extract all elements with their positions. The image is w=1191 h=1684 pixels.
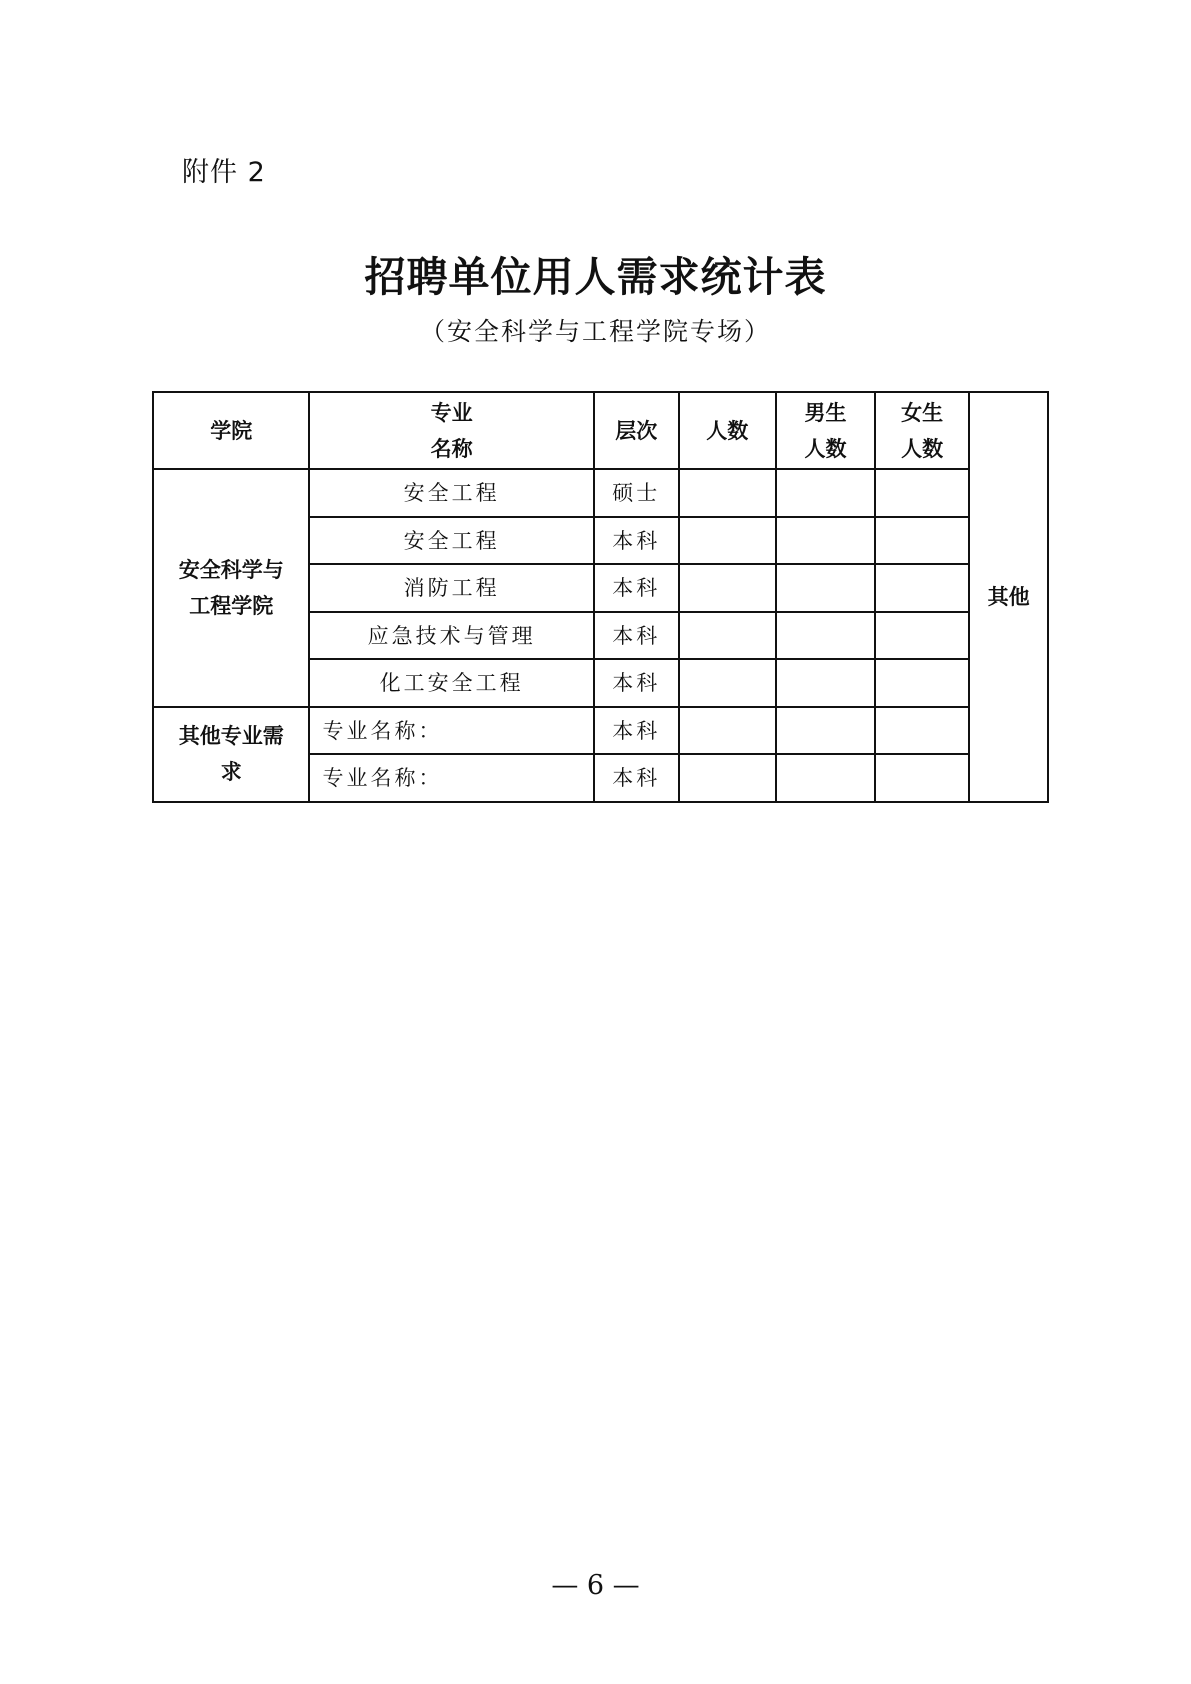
page-title: 招聘单位用人需求统计表 bbox=[364, 253, 827, 301]
table-row bbox=[153, 707, 1048, 755]
major-name-field[interactable]: 专业名称： bbox=[309, 754, 593, 802]
page-subtitle: （安全科学与工程学院专场） bbox=[419, 317, 771, 346]
other-majors-line1: 其他专业需 bbox=[178, 724, 284, 749]
other-column-cell: 其他 bbox=[969, 392, 1048, 802]
table-row bbox=[153, 469, 1048, 517]
level-cell: 本科 bbox=[594, 659, 679, 707]
count-input-cell[interactable] bbox=[679, 564, 776, 612]
header-male-line2: 人数 bbox=[804, 436, 847, 461]
female-count-input-cell[interactable] bbox=[875, 754, 969, 802]
count-input-cell[interactable] bbox=[679, 659, 776, 707]
major-name-field[interactable]: 专业名称： bbox=[309, 707, 593, 755]
female-count-input-cell[interactable] bbox=[875, 564, 969, 612]
male-count-input-cell[interactable] bbox=[776, 707, 875, 755]
header-major-line2: 名称 bbox=[430, 436, 473, 461]
level-cell: 硕士 bbox=[594, 469, 679, 517]
male-count-input-cell[interactable] bbox=[776, 612, 875, 660]
count-input-cell[interactable] bbox=[679, 517, 776, 565]
level-cell: 本科 bbox=[594, 707, 679, 755]
count-input-cell[interactable] bbox=[679, 612, 776, 660]
count-input-cell[interactable] bbox=[679, 469, 776, 517]
header-female bbox=[875, 392, 969, 469]
page-number: — 6 — bbox=[551, 1570, 640, 1601]
header-level: 层次 bbox=[594, 392, 679, 469]
major-cell: 化工安全工程 bbox=[309, 659, 593, 707]
level-cell: 本科 bbox=[594, 612, 679, 660]
college-name-line2: 工程学院 bbox=[189, 594, 274, 619]
male-count-input-cell[interactable] bbox=[776, 564, 875, 612]
header-male-line1: 男生 bbox=[804, 400, 847, 425]
header-count: 人数 bbox=[679, 392, 776, 469]
count-input-cell[interactable] bbox=[679, 707, 776, 755]
male-count-input-cell[interactable] bbox=[776, 754, 875, 802]
header-major bbox=[309, 392, 593, 469]
header-female-line2: 人数 bbox=[901, 436, 944, 461]
female-count-input-cell[interactable] bbox=[875, 612, 969, 660]
header-college: 学院 bbox=[153, 392, 309, 469]
header-row bbox=[153, 392, 1048, 469]
major-cell: 消防工程 bbox=[309, 564, 593, 612]
level-cell: 本科 bbox=[594, 564, 679, 612]
major-cell: 安全工程 bbox=[309, 517, 593, 565]
female-count-input-cell[interactable] bbox=[875, 659, 969, 707]
male-count-input-cell[interactable] bbox=[776, 659, 875, 707]
header-male bbox=[776, 392, 875, 469]
header-female-line1: 女生 bbox=[901, 400, 944, 425]
college-name-line1: 安全科学与 bbox=[178, 558, 284, 583]
college-name-cell bbox=[153, 469, 309, 707]
level-cell: 本科 bbox=[594, 754, 679, 802]
female-count-input-cell[interactable] bbox=[875, 469, 969, 517]
level-cell: 本科 bbox=[594, 517, 679, 565]
other-majors-line2: 求 bbox=[220, 760, 242, 785]
demand-table bbox=[152, 391, 1049, 803]
header-major-line1: 专业 bbox=[430, 400, 473, 425]
female-count-input-cell[interactable] bbox=[875, 517, 969, 565]
attachment-label: 附件 2 bbox=[182, 157, 266, 188]
count-input-cell[interactable] bbox=[679, 754, 776, 802]
major-cell: 应急技术与管理 bbox=[309, 612, 593, 660]
other-majors-cell bbox=[153, 707, 309, 802]
major-cell: 安全工程 bbox=[309, 469, 593, 517]
male-count-input-cell[interactable] bbox=[776, 517, 875, 565]
male-count-input-cell[interactable] bbox=[776, 469, 875, 517]
female-count-input-cell[interactable] bbox=[875, 707, 969, 755]
